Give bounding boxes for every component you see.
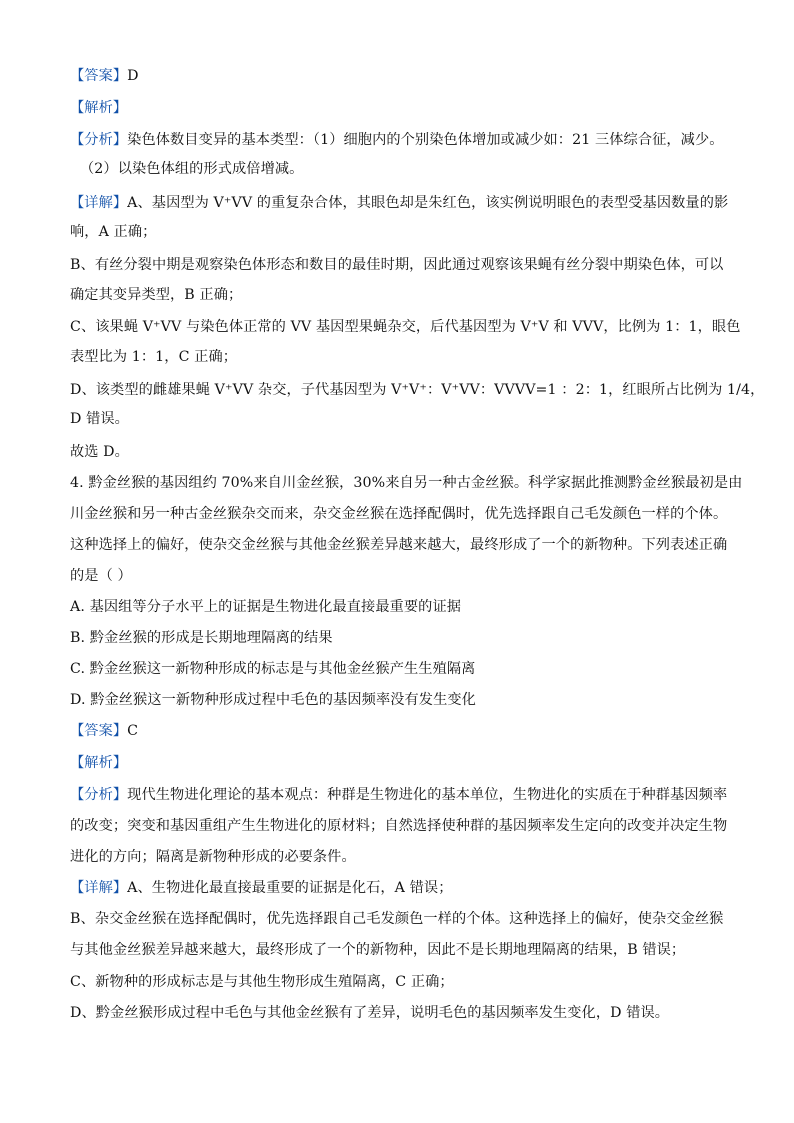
q4-stem-line-2: 川金丝猴和另一种古金丝猴杂交而来，杂交金丝猴在选择配偶时，优先选择跟自己毛发颜色一样的个体。 xyxy=(70,506,728,522)
q4-detail-line-1 xyxy=(70,878,740,898)
q4-stem-line-1: 4. 黔金丝猴的基因组约 70%来自川金丝猴，30%来自另一种古金丝猴。科学家据此推测黔金丝猴最初是由 xyxy=(70,475,743,491)
q3-fenxi-line-1 xyxy=(70,130,740,150)
q3-b-line-2: 确定其变异类型，B 正确； xyxy=(70,287,243,303)
q4-fenxi-line-1 xyxy=(70,785,740,805)
answer-value: D xyxy=(127,68,139,84)
q4-option-c: C. 黔金丝猴这一新物种形成的标志是与其他金丝猴产生生殖隔离 xyxy=(70,661,476,677)
q3-detail-line-1 xyxy=(70,193,740,213)
q3-c-line-2: 表型比为 1：1，C 正确； xyxy=(70,349,238,365)
q4-option-b: B. 黔金丝猴的形成是长期地理隔离的结果 xyxy=(70,630,333,646)
fenxi-text: 染色体数目变异的基本类型：（1）细胞内的个别染色体增加或减少如：21 三体综合征，减少。 xyxy=(127,132,724,148)
fenxi-tag: 【分析】 xyxy=(70,132,128,148)
fenxi-text: 现代生物进化理论的基本观点：种群是生物进化的基本单位，生物进化的实质在于种群基因频率 xyxy=(127,787,728,803)
detail-tag: 【详解】 xyxy=(70,880,128,896)
q4-b-line-2: 与其他金丝猴差异越来越大，最终形成了一个的新物种，因此不是长期地理隔离的结果，B 错误； xyxy=(70,942,686,958)
q4-stem-line-4: 的是（ ） xyxy=(70,568,132,584)
q3-analysis-heading xyxy=(70,98,740,118)
q4-fenxi-line-2: 的改变；突变和基因重组产生生物进化的原材料；自然选择使种群的基因频率发生定向的改变并决定生物 xyxy=(70,818,728,834)
q3-conclusion: 故选 D。 xyxy=(70,444,129,460)
detail-tag: 【详解】 xyxy=(70,195,128,211)
q3-d-line-1: D、该类型的雌雄果蝇 V⁺VV 杂交，子代基因型为 V⁺V⁺：V⁺VV：VVVV=1 ：2：1，红眼所占比例为 1/4， xyxy=(70,382,765,398)
q3-detail-line-2: 响，A 正确； xyxy=(70,224,157,240)
q4-answer-line xyxy=(70,721,740,741)
q3-b-line-1: B、有丝分裂中期是观察染色体形态和数目的最佳时期，因此通过观察该果蝇有丝分裂中期染色体，可以 xyxy=(70,257,724,273)
detail-text: A、基因型为 V⁺VV 的重复杂合体，其眼色却是朱红色，该实例说明眼色的表型受基因数量的影 xyxy=(127,195,729,211)
q3-answer-line xyxy=(70,66,740,86)
analysis-tag: 【解析】 xyxy=(70,755,128,771)
answer-tag: 【答案】 xyxy=(70,723,128,739)
q4-analysis-heading xyxy=(70,753,740,773)
fenxi-tag: 【分析】 xyxy=(70,787,128,803)
q4-c-line-1: C、新物种的形成标志是与其他生物形成生殖隔离，C 正确； xyxy=(70,974,454,990)
q4-fenxi-line-3: 进化的方向；隔离是新物种形成的必要条件。 xyxy=(70,849,356,865)
analysis-tag: 【解析】 xyxy=(70,100,128,116)
q3-fenxi-line-2: （2）以染色体组的形式成倍增减。 xyxy=(80,161,304,177)
q4-b-line-1: B、杂交金丝猴在选择配偶时，优先选择跟自己毛发颜色一样的个体。这种选择上的偏好，使杂交金丝猴 xyxy=(70,911,724,927)
answer-tag: 【答案】 xyxy=(70,68,128,84)
q4-d-line-1: D、黔金丝猴形成过程中毛色与其他金丝猴有了差异，说明毛色的基因频率发生变化，D 错误。 xyxy=(70,1005,670,1021)
q4-option-d: D. 黔金丝猴这一新物种形成过程中毛色的基因频率没有发生变化 xyxy=(70,692,476,708)
q3-c-line-1: C、该果蝇 V⁺VV 与染色体正常的 VV 基因型果蝇杂交，后代基因型为 V⁺V 和 VVV，比例为 1：1，眼色 xyxy=(70,319,741,335)
q4-option-a: A. 基因组等分子水平上的证据是生物进化最直接最重要的证据 xyxy=(70,599,462,615)
answer-value: C xyxy=(127,723,139,739)
q3-d-line-2: D 错误。 xyxy=(70,411,129,427)
q4-stem-line-3: 这种选择上的偏好，使杂交金丝猴与其他金丝猴差异越来越大，最终形成了一个的新物种。下列表述正确 xyxy=(70,537,728,553)
detail-text: A、生物进化最直接最重要的证据是化石，A 错误； xyxy=(127,880,453,896)
